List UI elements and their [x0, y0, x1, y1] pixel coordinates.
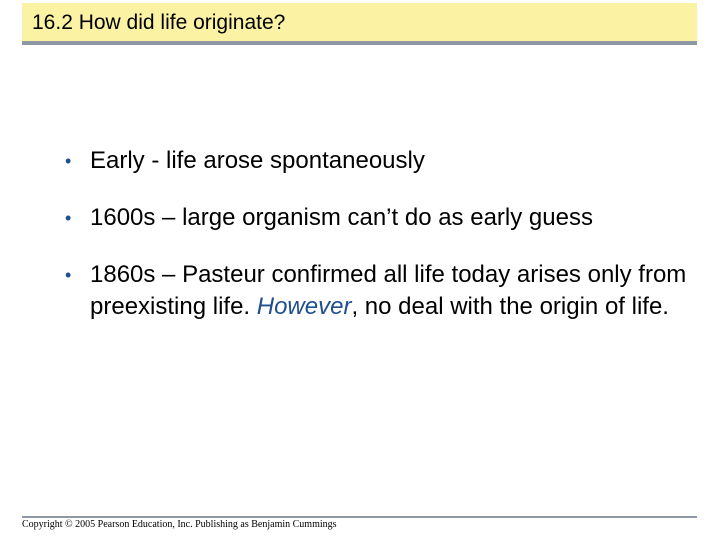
bullet-icon: •	[65, 208, 72, 228]
slide-title: 16.2 How did life originate?	[32, 11, 286, 34]
bullet-text: 1860s – Pasteur confirmed all life today arises only from preexisting life.	[90, 261, 687, 320]
bullet-item-1600s	[60, 202, 700, 234]
bullet-text: Early - life arose spontaneously	[90, 147, 425, 174]
bullet-icon: •	[65, 151, 72, 171]
bullet-list	[60, 145, 700, 323]
copyright-notice: Copyright © 2005 Pearson Education, Inc. Publishing as Benjamin Cummings	[22, 519, 337, 530]
bullet-icon: •	[65, 265, 72, 285]
bullet-item-early	[60, 145, 700, 177]
footer-rule	[22, 516, 697, 518]
bullet-text: 1600s – large organism can’t do as early guess	[90, 204, 593, 231]
title-bar	[22, 3, 697, 45]
bullet-text-continued: , no deal with the origin of life.	[351, 293, 669, 320]
bullet-item-1860s	[60, 259, 700, 323]
emphasis-text: However	[256, 293, 352, 320]
